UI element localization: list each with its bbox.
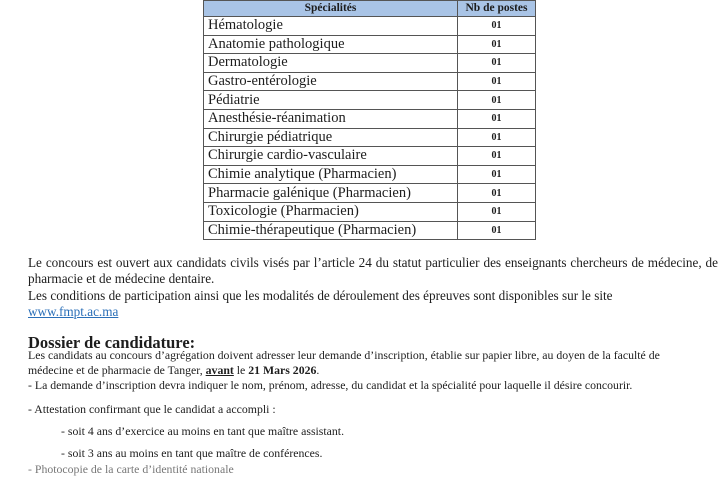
cell-specialite: Gastro-entérologie [204,72,458,91]
paragraph-conditions [28,288,718,320]
dossier-title: Dossier de candidature: [28,333,196,352]
dossier-line-6: - soit 3 ans au moins en tant que maître de conférences. [61,446,323,460]
table-row [204,128,536,147]
cell-nb-postes: 01 [458,17,536,36]
cell-specialite: Chirurgie pédiatrique [204,128,458,147]
table-row [204,72,536,91]
cell-specialite: Chirurgie cardio-vasculaire [204,147,458,166]
cell-nb-postes: 01 [458,165,536,184]
table-body [204,17,536,240]
table-row [204,184,536,203]
table-row [204,91,536,110]
dossier-line-3: - La demande d’inscription devra indiquer le nom, prénom, adresse, du candidat et la spécialité pour laquelle il désire concourir. [28,378,633,392]
table-row [204,35,536,54]
cell-nb-postes: 01 [458,72,536,91]
table-header-row [204,1,536,17]
table-row [204,165,536,184]
cell-nb-postes: 01 [458,54,536,73]
cell-specialite: Anatomie pathologique [204,35,458,54]
table-row [204,17,536,36]
line2-text-b: le [233,363,249,377]
cell-nb-postes: 01 [458,35,536,54]
dossier-line-1: Les candidats au concours d’agrégation doivent adresser leur demande d’inscription, établie sur papier libre, au doyen de la faculté de [28,348,660,362]
cell-specialite: Chimie-thérapeutique (Pharmacien) [204,221,458,240]
deadline-date: 21 Mars 2026 [248,363,317,377]
cell-specialite: Anesthésie-réanimation [204,109,458,128]
dossier-line-5: - soit 4 ans d’exercice au moins en tant que maître assistant. [61,424,345,438]
dossier-line-7: - Photocopie de la carte d’identité nationale [28,462,234,476]
table-row [204,147,536,166]
website-link[interactable]: www.fmpt.ac.ma [28,304,119,319]
specialites-table [203,0,536,240]
cell-specialite: Dermatologie [204,54,458,73]
cell-specialite: Hématologie [204,17,458,36]
cell-specialite: Chimie analytique (Pharmacien) [204,165,458,184]
table-row [204,221,536,240]
dossier-line-4: - Attestation confirmant que le candidat a accompli : [28,402,276,416]
cell-nb-postes: 01 [458,221,536,240]
table-row [204,54,536,73]
table-row [204,109,536,128]
line2-text-c: . [316,363,320,377]
header-specialites: Spécialités [204,1,458,17]
avant-emphasis: avant [205,363,234,377]
cell-nb-postes: 01 [458,91,536,110]
cell-nb-postes: 01 [458,147,536,166]
paragraph-eligibility: Le concours est ouvert aux candidats civils visés par l’article 24 du statut particulier des enseignants chercheurs de médecine, de pharmacie et de médecine dentaire. [28,255,718,286]
table-row [204,202,536,221]
dossier-line-2 [28,363,319,378]
line2-text-a: médecine et de pharmacie de Tanger, [28,363,206,377]
cell-nb-postes: 01 [458,128,536,147]
cell-specialite: Toxicologie (Pharmacien) [204,202,458,221]
header-nb-postes: Nb de postes [458,1,536,17]
cell-specialite: Pédiatrie [204,91,458,110]
cell-nb-postes: 01 [458,184,536,203]
cell-nb-postes: 01 [458,109,536,128]
conditions-text: Les conditions de participation ainsi que les modalités de déroulement des épreuves sont disponibles sur le site [28,288,613,303]
cell-specialite: Pharmacie galénique (Pharmacien) [204,184,458,203]
cell-nb-postes: 01 [458,202,536,221]
